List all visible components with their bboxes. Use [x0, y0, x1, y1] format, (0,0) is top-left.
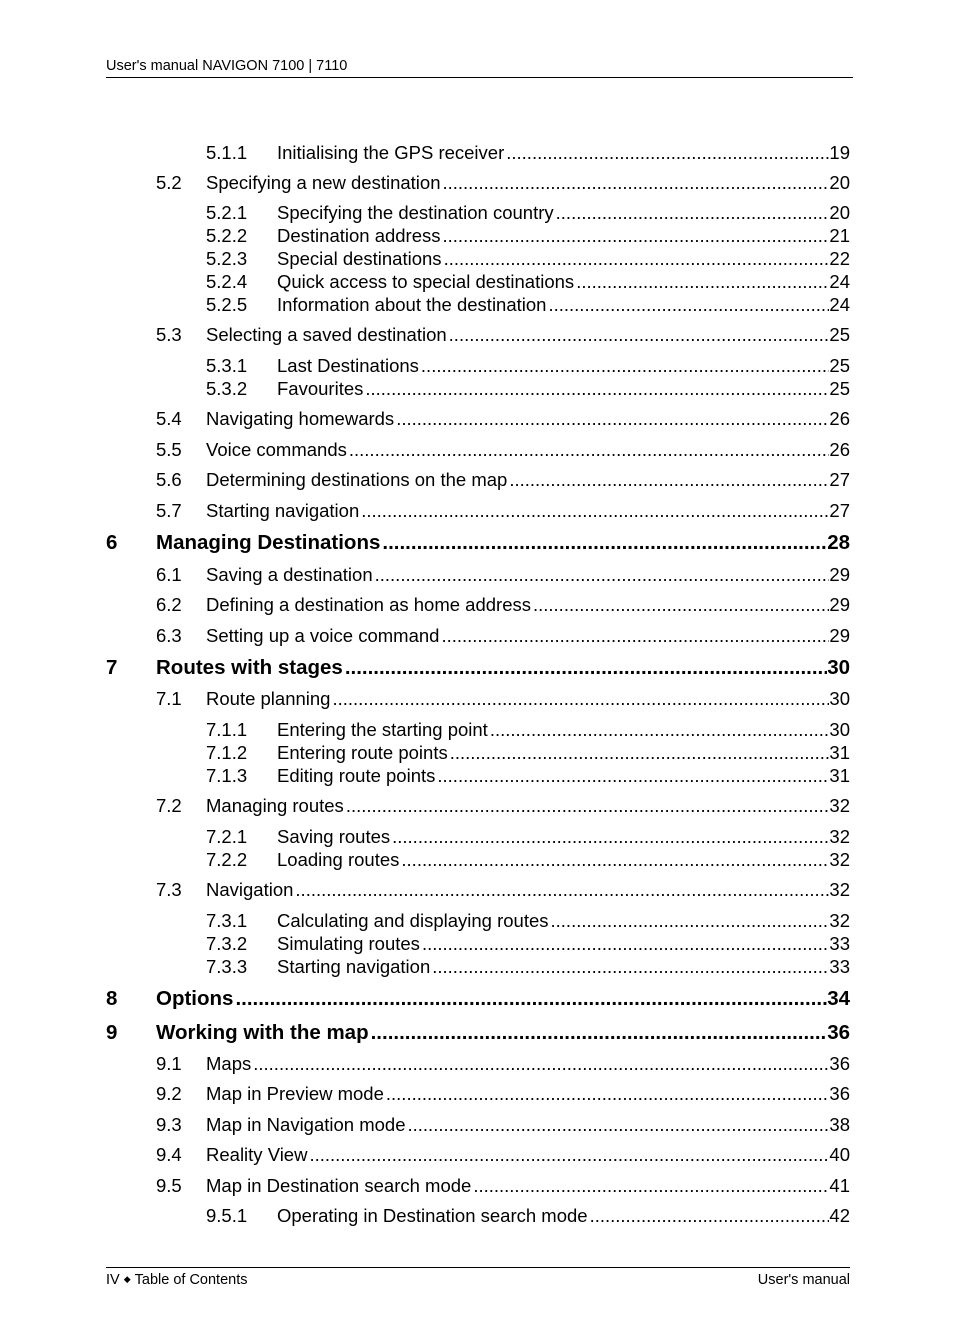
toc-entry-number: 7.2.2	[206, 849, 248, 870]
toc-entry-number: 5.2.4	[206, 271, 248, 292]
toc-entry-title: Favourites	[277, 378, 364, 399]
toc-entry-page: 28	[827, 531, 850, 554]
toc-entry-title: Managing routes	[206, 795, 344, 816]
toc-dot-leader	[295, 879, 829, 901]
toc-entry-number: 5.3.1	[206, 355, 248, 376]
toc-entry-page: 27	[829, 469, 850, 490]
toc-entry-title: Options	[156, 987, 234, 1010]
toc-entry-number: 7.1	[156, 688, 182, 709]
toc-entry-page: 29	[829, 594, 850, 615]
toc-entry-page: 36	[829, 1053, 850, 1074]
toc-dot-leader	[349, 439, 830, 461]
toc-entry[interactable]	[0, 1021, 850, 1045]
footer-left	[106, 1272, 247, 1288]
toc-entry[interactable]	[0, 625, 850, 649]
toc-entry-page: 24	[829, 271, 850, 292]
toc-entry[interactable]	[0, 142, 850, 166]
toc-dot-leader	[345, 656, 827, 680]
toc-entry-page: 30	[827, 656, 850, 679]
toc-entry-number: 5.5	[156, 439, 182, 460]
toc-entry[interactable]	[0, 1114, 850, 1138]
toc-entry[interactable]	[0, 688, 850, 712]
toc-entry-number: 7.3.3	[206, 956, 248, 977]
toc-entry-number: 5.4	[156, 408, 182, 429]
toc-entry-number: 9.3	[156, 1114, 182, 1135]
toc-entry[interactable]	[0, 172, 850, 196]
header-title: User's manual NAVIGON 7100 | 7110	[106, 58, 348, 74]
toc-entry-number: 7.3	[156, 879, 182, 900]
toc-entry-page: 24	[829, 294, 850, 315]
toc-dot-leader	[548, 294, 829, 316]
toc-entry-title: Saving a destination	[206, 564, 373, 585]
toc-entry-title: Defining a destination as home address	[206, 594, 531, 615]
toc-entry[interactable]	[0, 987, 850, 1011]
toc-entry-number: 5.1.1	[206, 142, 248, 163]
toc-entry-page: 25	[829, 355, 850, 376]
toc-entry[interactable]	[0, 1205, 850, 1229]
toc-entry-page: 40	[829, 1144, 850, 1165]
toc-entry-title: Special destinations	[277, 248, 442, 269]
toc-entry[interactable]	[0, 355, 850, 379]
toc-entry-title: Working with the map	[156, 1021, 369, 1044]
toc-entry-title: Voice commands	[206, 439, 347, 460]
toc-dot-leader	[253, 1053, 829, 1075]
toc-entry-page: 26	[829, 408, 850, 429]
toc-entry[interactable]	[0, 1144, 850, 1168]
toc-entry-number: 7.3.1	[206, 910, 248, 931]
toc-entry[interactable]	[0, 271, 850, 295]
toc-entry-title: Setting up a voice command	[206, 625, 440, 646]
toc-entry-page: 42	[829, 1205, 850, 1226]
toc-entry-number: 6	[106, 531, 118, 554]
toc-entry-number: 5.2.1	[206, 202, 248, 223]
toc-dot-leader	[442, 172, 829, 194]
toc-entry-page: 20	[829, 172, 850, 193]
toc-entry-title: Editing route points	[277, 765, 436, 786]
toc-entry[interactable]	[0, 378, 850, 402]
toc-entry-number: 9.2	[156, 1083, 182, 1104]
toc-entry-title: Operating in Destination search mode	[277, 1205, 588, 1226]
toc-dot-leader	[392, 826, 829, 848]
toc-dot-leader	[408, 1114, 830, 1136]
toc-entry-title: Simulating routes	[277, 933, 420, 954]
toc-entry-number: 5.2.2	[206, 225, 248, 246]
toc-dot-leader	[332, 688, 829, 710]
toc-entry-page: 36	[827, 1021, 850, 1044]
toc-entry-title: Maps	[206, 1053, 252, 1074]
toc-entry-title: Starting navigation	[277, 956, 431, 977]
toc-entry-page: 25	[829, 324, 850, 345]
toc-dot-leader	[437, 765, 829, 787]
toc-entry-title: Determining destinations on the map	[206, 469, 508, 490]
toc-entry-title: Loading routes	[277, 849, 400, 870]
toc-entry[interactable]	[0, 294, 850, 318]
toc-dot-leader	[386, 1083, 830, 1105]
toc-entry-title: Initialising the GPS receiver	[277, 142, 505, 163]
toc-entry-page: 31	[829, 765, 850, 786]
toc-dot-leader	[506, 142, 829, 164]
toc-entry-title: Information about the destination	[277, 294, 547, 315]
toc-entry-title: Route planning	[206, 688, 331, 709]
toc-dot-leader	[365, 378, 829, 400]
toc-entry-title: Map in Destination search mode	[206, 1175, 472, 1196]
toc-entry-title: Reality View	[206, 1144, 308, 1165]
toc-entry-number: 5.3	[156, 324, 182, 345]
toc-entry-number: 5.3.2	[206, 378, 248, 399]
toc-entry[interactable]	[0, 248, 850, 272]
toc-entry[interactable]	[0, 408, 850, 432]
toc-entry-page: 29	[829, 564, 850, 585]
toc-dot-leader	[556, 202, 830, 224]
toc-entry[interactable]	[0, 765, 850, 789]
toc-entry-number: 9	[106, 1021, 118, 1044]
toc-entry-page: 19	[829, 142, 850, 163]
toc-entry-page: 32	[829, 879, 850, 900]
toc-entry[interactable]	[0, 933, 850, 957]
toc-entry[interactable]	[0, 742, 850, 766]
toc-dot-leader	[235, 987, 827, 1011]
toc-entry[interactable]	[0, 719, 850, 743]
toc-entry-number: 5.2.5	[206, 294, 248, 315]
toc-entry-page: 32	[829, 826, 850, 847]
toc-entry-title: Specifying a new destination	[206, 172, 441, 193]
toc-entry[interactable]	[0, 1053, 850, 1077]
toc-entry-title: Calculating and displaying routes	[277, 910, 549, 931]
toc-entry-page: 34	[827, 987, 850, 1010]
toc-dot-leader	[576, 271, 829, 293]
footer-right: User's manual	[757, 1272, 850, 1288]
toc-entry-title: Specifying the destination country	[277, 202, 554, 223]
toc-entry-number: 7.2.1	[206, 826, 248, 847]
toc-dot-leader	[432, 956, 829, 978]
toc-entry[interactable]	[0, 500, 850, 524]
toc-dot-leader	[444, 248, 830, 270]
toc-entry-page: 32	[829, 849, 850, 870]
diamond-separator-icon: ◆	[123, 1274, 131, 1284]
toc-entry-title: Saving routes	[277, 826, 391, 847]
toc-entry-title: Navigating homewards	[206, 408, 395, 429]
toc-entry-title: Routes with stages	[156, 656, 343, 679]
toc-entry-number: 7.3.2	[206, 933, 248, 954]
toc-entry-number: 5.6	[156, 469, 182, 490]
toc-dot-leader	[509, 469, 829, 491]
toc-entry-title: Quick access to special destinations	[277, 271, 575, 292]
toc-dot-leader	[375, 564, 830, 586]
toc-entry-page: 41	[829, 1175, 850, 1196]
toc-entry-title: Entering the starting point	[277, 719, 488, 740]
toc-entry-page: 21	[829, 225, 850, 246]
toc-entry-title: Managing Destinations	[156, 531, 381, 554]
toc-entry-number: 5.2	[156, 172, 182, 193]
footer-page-number: IV	[106, 1272, 120, 1288]
toc-entry[interactable]	[0, 531, 850, 555]
toc-entry-number: 9.4	[156, 1144, 182, 1165]
toc-entry-page: 33	[829, 956, 850, 977]
toc-entry-title: Selecting a saved destination	[206, 324, 447, 345]
toc-entry[interactable]	[0, 849, 850, 873]
toc-entry-title: Map in Preview mode	[206, 1083, 384, 1104]
toc-entry-number: 9.5	[156, 1175, 182, 1196]
toc-dot-leader	[473, 1175, 829, 1197]
toc-entry-page: 32	[829, 795, 850, 816]
toc-entry-number: 5.2.3	[206, 248, 248, 269]
toc-entry[interactable]	[0, 1175, 850, 1199]
toc-dot-leader	[371, 1021, 828, 1045]
toc-entry[interactable]	[0, 469, 850, 493]
toc-entry-page: 25	[829, 378, 850, 399]
toc-entry-page: 30	[829, 688, 850, 709]
toc-dot-leader	[533, 594, 829, 616]
toc-entry-number: 7.1.2	[206, 742, 248, 763]
toc-entry-number: 6.2	[156, 594, 182, 615]
footer-section-title: Table of Contents	[134, 1272, 248, 1288]
toc-entry-page: 33	[829, 933, 850, 954]
toc-entry[interactable]	[0, 594, 850, 618]
toc-entry-page: 36	[829, 1083, 850, 1104]
toc-entry[interactable]	[0, 879, 850, 903]
toc-entry-number: 9.5.1	[206, 1205, 248, 1226]
toc-entry-title: Destination address	[277, 225, 441, 246]
toc-entry[interactable]	[0, 564, 850, 588]
toc-entry-number: 5.7	[156, 500, 182, 521]
toc-entry[interactable]	[0, 795, 850, 819]
toc-dot-leader	[450, 742, 830, 764]
toc-entry-title: Entering route points	[277, 742, 448, 763]
toc-entry[interactable]	[0, 439, 850, 463]
toc-dot-leader	[382, 531, 827, 555]
toc-entry[interactable]	[0, 1083, 850, 1107]
toc-entry-page: 31	[829, 742, 850, 763]
toc-entry-number: 6.3	[156, 625, 182, 646]
toc-entry-number: 9.1	[156, 1053, 182, 1074]
toc-dot-leader	[449, 324, 830, 346]
toc-entry[interactable]	[0, 324, 850, 348]
toc-entry-number: 6.1	[156, 564, 182, 585]
toc-dot-leader	[346, 795, 830, 817]
toc-entry[interactable]	[0, 956, 850, 980]
toc-entry-number: 8	[106, 987, 118, 1010]
toc-entry[interactable]	[0, 910, 850, 934]
running-footer	[106, 1267, 850, 1288]
toc-entry-page: 30	[829, 719, 850, 740]
toc-entry[interactable]	[0, 656, 850, 680]
toc-entry-number: 7.2	[156, 795, 182, 816]
toc-dot-leader	[421, 355, 830, 377]
toc-entry-page: 27	[829, 500, 850, 521]
toc-entry[interactable]	[0, 202, 850, 226]
toc-entry-page: 22	[829, 248, 850, 269]
toc-dot-leader	[551, 910, 830, 932]
toc-dot-leader	[361, 500, 829, 522]
toc-entry-title: Map in Navigation mode	[206, 1114, 406, 1135]
toc-entry-page: 29	[829, 625, 850, 646]
toc-entry-title: Starting navigation	[206, 500, 360, 521]
toc-entry-page: 26	[829, 439, 850, 460]
toc-dot-leader	[441, 625, 829, 647]
toc-dot-leader	[401, 849, 829, 871]
toc-entry-number: 7.1.3	[206, 765, 248, 786]
toc-entry-title: Navigation	[206, 879, 294, 900]
toc-entry-page: 20	[829, 202, 850, 223]
toc-dot-leader	[422, 933, 829, 955]
toc-dot-leader	[443, 225, 830, 247]
toc-entry-title: Last Destinations	[277, 355, 419, 376]
toc-entry[interactable]	[0, 826, 850, 850]
toc-entry[interactable]	[0, 225, 850, 249]
toc-dot-leader	[590, 1205, 830, 1227]
toc-dot-leader	[309, 1144, 829, 1166]
toc-entry-page: 32	[829, 910, 850, 931]
toc-entry-page: 38	[829, 1114, 850, 1135]
toc-dot-leader	[490, 719, 830, 741]
toc-entry-number: 7.1.1	[206, 719, 248, 740]
toc-entry-number: 7	[106, 656, 118, 679]
toc-dot-leader	[396, 408, 829, 430]
